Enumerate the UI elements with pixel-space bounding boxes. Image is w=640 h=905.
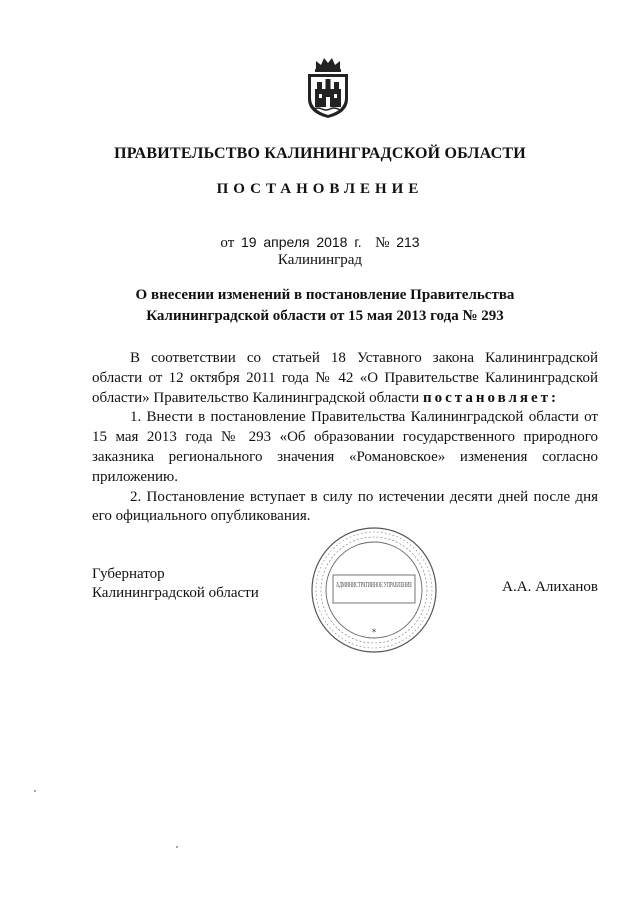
number-sign: №	[375, 235, 390, 251]
stamp-star-icon: *	[371, 628, 377, 638]
government-title: ПРАВИТЕЛЬСТВО КАЛИНИНГРАДСКОЙ ОБЛАСТИ	[114, 145, 526, 162]
body-intro: В соответствии со статьей 18 Уставного закона Калининградской области от 12 октября 2011 года № 42 «О Правительстве Калининградской области» Правительство Калининградской области	[92, 350, 598, 406]
signer-position-line-1: Губернатор	[92, 566, 165, 582]
scan-speck	[34, 790, 36, 792]
body-intro-paragraph	[92, 349, 598, 408]
subject-line-2: Калининградской области от 15 мая 2013 года № 293	[146, 308, 504, 324]
date-prefix: от	[220, 235, 235, 251]
signer-name: А.А. Алиханов	[502, 579, 598, 595]
city: Калининград	[277, 252, 363, 268]
coat-of-arms-icon	[302, 55, 354, 121]
body-item-1: 1. Внести в постановление Правительства Калининградской области от 15 мая 2013 года № 293 «Об образовании государственного природного заказника регионального значения «Романовское» изменения согласно приложению.	[92, 409, 598, 485]
decree-word: постановляет:	[422, 389, 560, 406]
date-line	[0, 234, 640, 252]
document-number: 213	[396, 234, 420, 250]
document-body	[92, 349, 598, 527]
date-month: апреля	[263, 234, 310, 250]
date-day: 19	[241, 234, 257, 250]
signer-position-line-2: Калининградской области	[92, 585, 259, 601]
document-type: ПОСТАНОВЛЕНИЕ	[216, 181, 424, 197]
subject-line-1: О внесении изменений в постановление Правительства	[135, 287, 515, 303]
stamp-text: АДМИНИСТРАТИВНОЕ УПРАВЛЕНИЕ	[336, 580, 413, 589]
body-item-2: 2. Постановление вступает в силу по истечении десяти дней после дня его официального опубликования.	[92, 488, 598, 525]
scan-speck	[176, 846, 178, 848]
date-year: 2018 г.	[316, 234, 362, 250]
document-subject	[90, 285, 560, 327]
